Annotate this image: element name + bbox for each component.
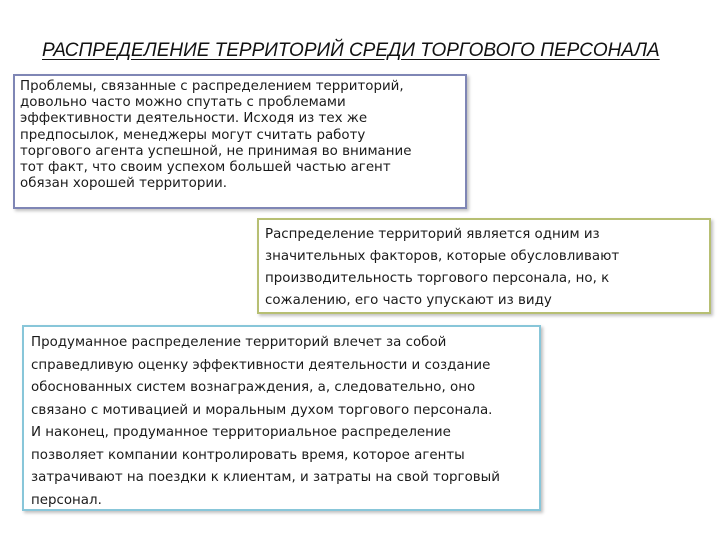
text-box-territory-factor-text: Распределение территорий является одним из значительных факторов, которые обусловливают производительность торгового персонала, но, к сожалению, его часто упускают из виду xyxy=(265,227,620,308)
slide-title: РАСПРЕДЕЛЕНИЕ ТЕРРИТОРИЙ СРЕДИ ТОРГОВОГО ПЕРСОНАЛА xyxy=(42,40,660,61)
text-box-territory-problems-text: Проблемы, связанные с распределением территорий, довольно часто можно спутать с проблемами эффективности деятельности. Исходя из тех же предпосылок, менеджеры могут считать работу торгового агента успешной, не принимая во внимание тот факт, что своим успехом большей частью агент обязан хорошей территории. xyxy=(20,79,412,192)
text-box-territory-problems xyxy=(13,74,467,209)
text-box-territory-benefits xyxy=(22,325,541,511)
text-box-territory-factor xyxy=(257,218,711,314)
text-box-territory-benefits-text: Продуманное распределение территорий влечет за собой справедливую оценку эффективности деятельности и создание обоснованных систем вознаграждения, а, следовательно, оно связано с мотивацией и моральным духом торгового персонала. И наконец, продуманное территориальное распределение позволяет компании контролировать время, которое агенты затрачивают на поездки к клиентам, и затраты на свой торговый персонал. xyxy=(31,335,500,508)
